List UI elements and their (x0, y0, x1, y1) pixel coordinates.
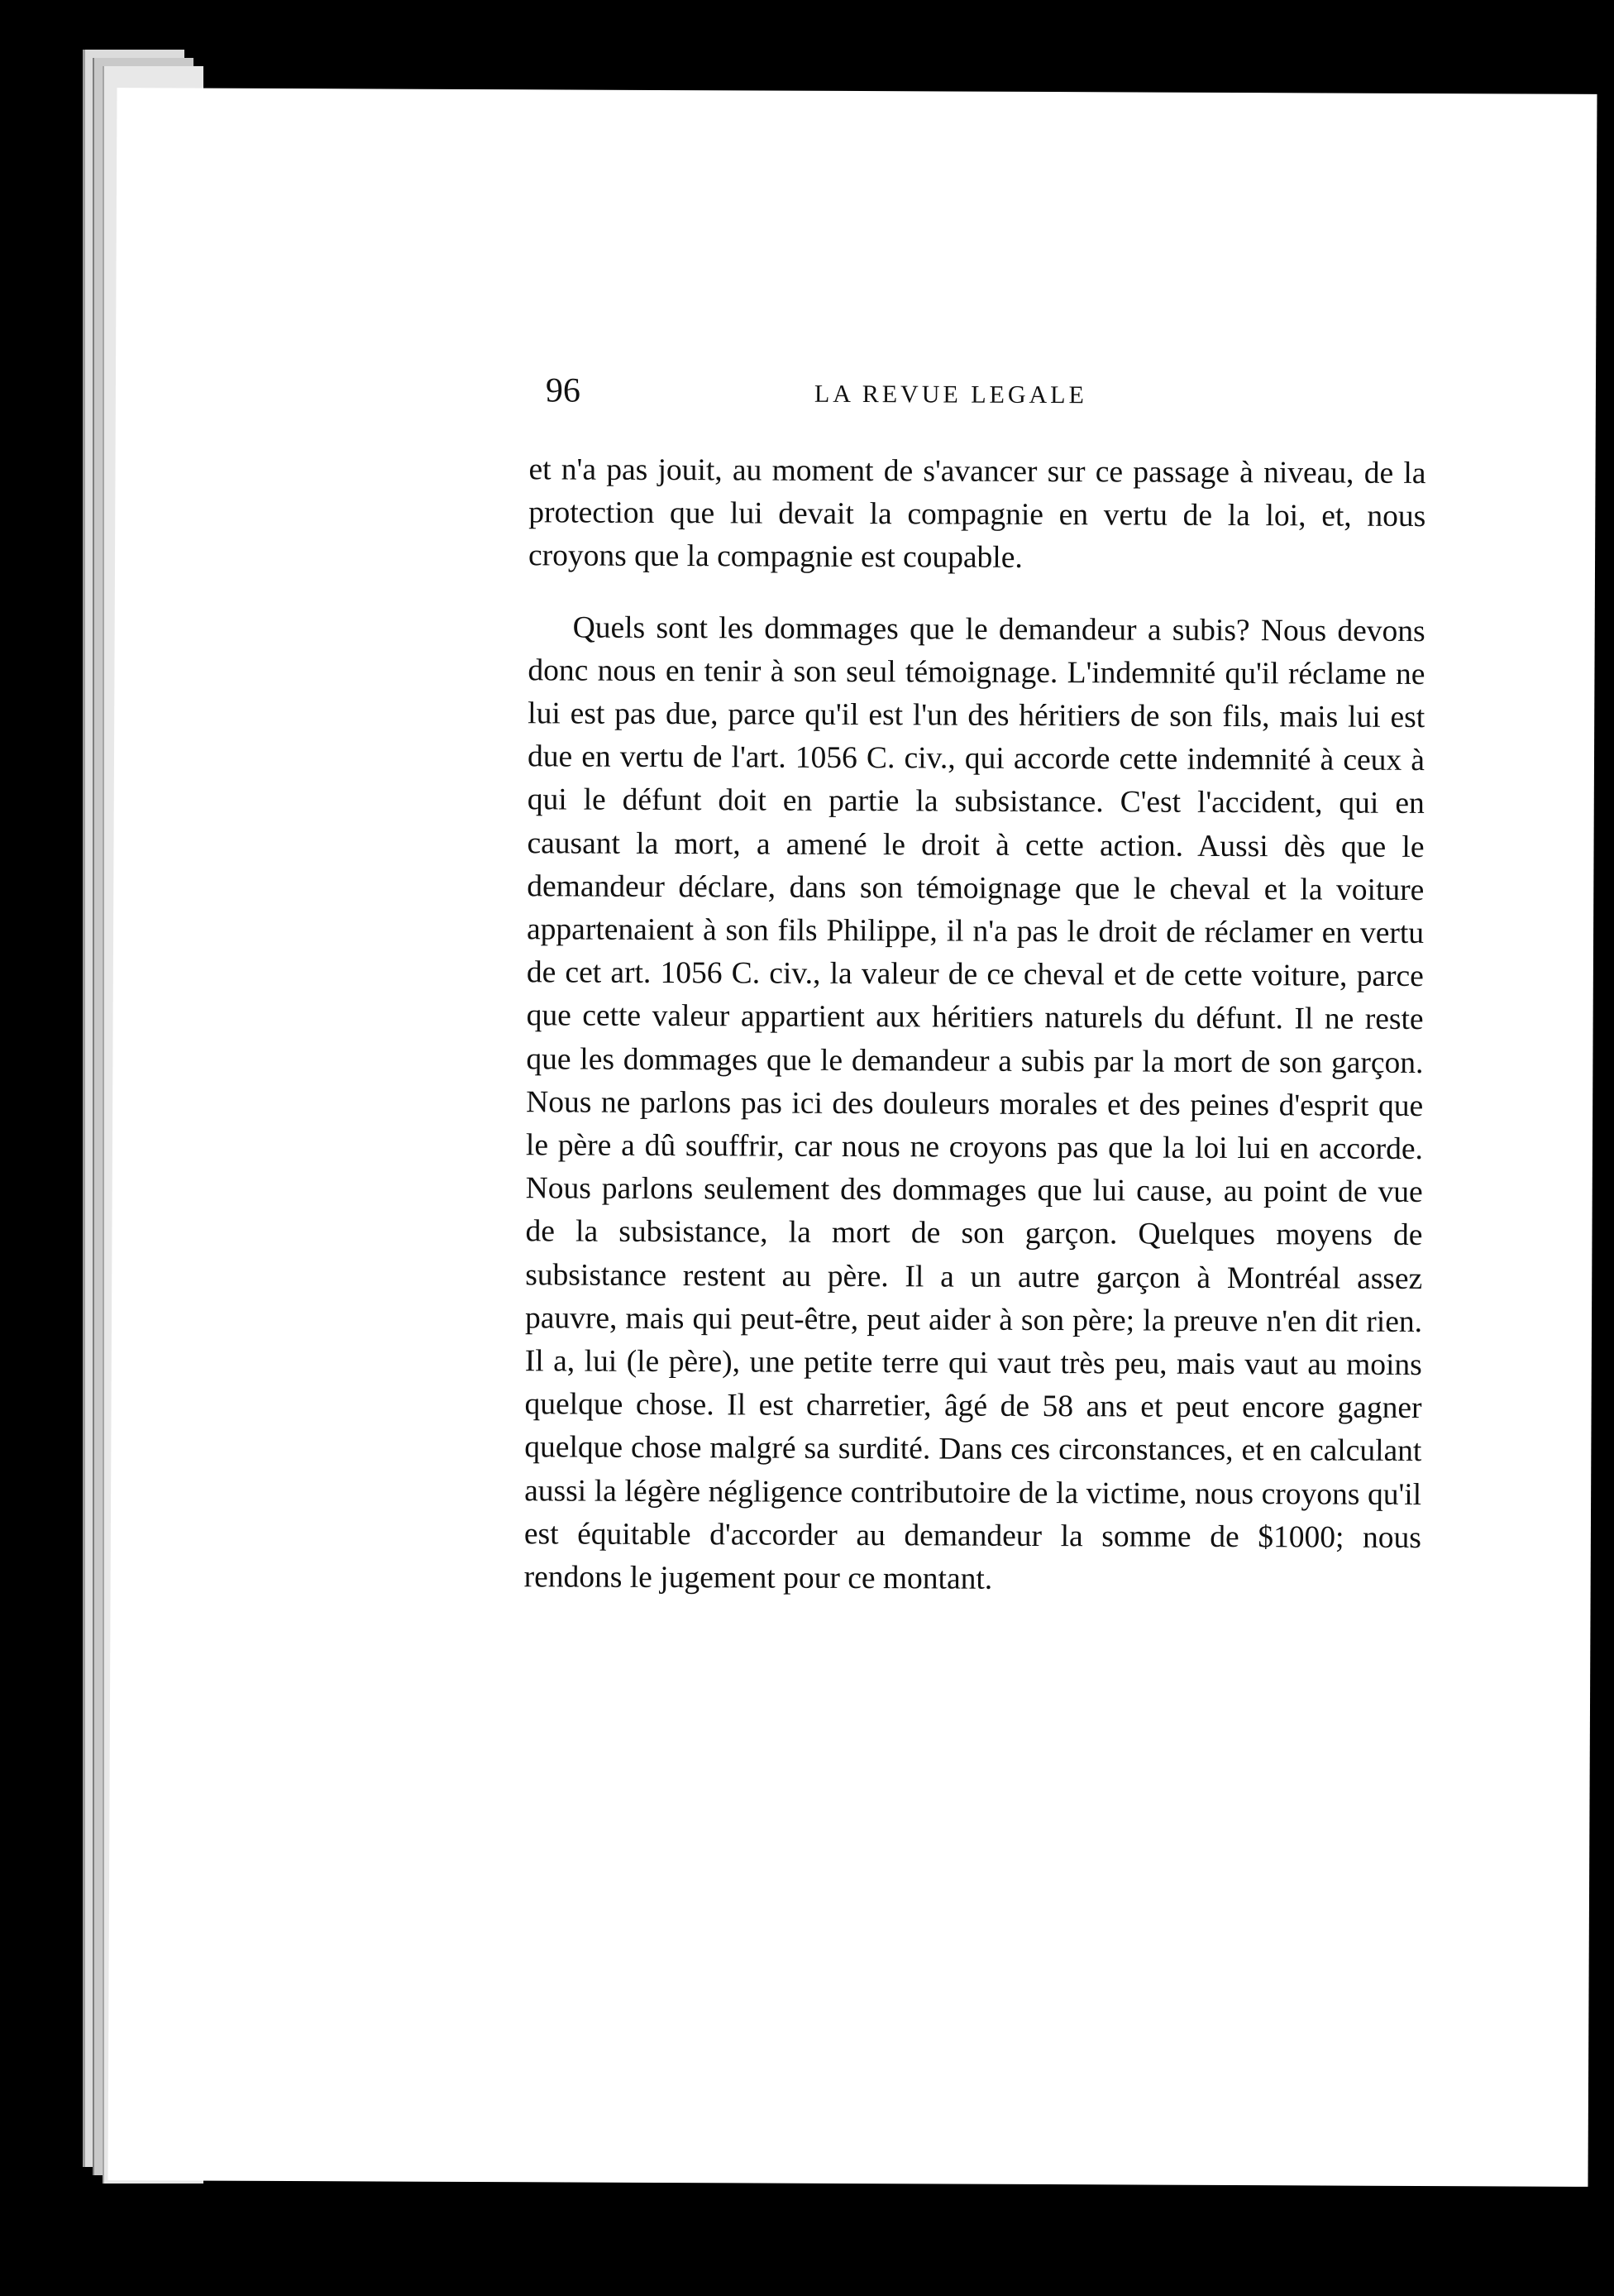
book-page (107, 88, 1597, 2187)
page-text-block (524, 371, 1426, 1603)
journal-title: LA REVUE LEGALE (814, 380, 1087, 409)
running-head (529, 371, 1426, 441)
paragraph: et n'a pas jouit, au moment de s'avancer sur ce passage à niveau, de la protection que lui devait la compagnie en vertu de la loi, et, nous croyons que la compagnie est coupable. (528, 452, 1426, 576)
page-number: 96 (545, 371, 581, 410)
paragraph: Quels sont les dommages que le demandeur a subis? Nous devons donc nous en tenir à son seul témoignage. L'indemnité qu'il réclame ne lui est pas due, parce qu'il est l'un des héritiers de son fils, mais lui est due en vertu de l'art. 1056 C. civ., qui accorde cette indemnité à ceux à qui le défunt doit en partie la subsistance. C'est l'accident, qui en causant la mort, a amené le droit à cette action. Aussi dès que le demandeur déclare, dans son témoignage que le cheval et la voiture appartenaient à son fils Philippe, il n'a pas le droit de réclamer en vertu de cet art. 1056 C. civ., la valeur de ce cheval et de cette voiture, parce que cette valeur appartient aux héritiers naturels du défunt. Il ne reste que les dommages que le demandeur a subis par la mort de son garçon. Nous ne parlons pas ici des douleurs morales et des peines d'esprit que le père a dû souffrir, car nous ne croyons pas que la loi lui en accorde. Nous parlons seulement des dommages que lui cause, au point de vue de la subsistance, la mort de son garçon. Quelques moyens de subsistance restent au père. Il a un autre garçon à Montréal assez pauvre, mais qui peut-être, peut aider à son père; la preuve n'en dit rien. Il a, lui (le père), une petite terre qui vaut très peu, mais vaut au moins quelque chose. Il est charretier, âgé de 58 ans et peut encore gagner quelque chose malgré sa surdité. Dans ces circonstances, et en calculant aussi la légère négligence contributoire de la victime, nous croyons qu'il est équitable d'accorder au demandeur la somme de $1000; nous rendons le jugement pour ce montant. (523, 610, 1425, 1596)
